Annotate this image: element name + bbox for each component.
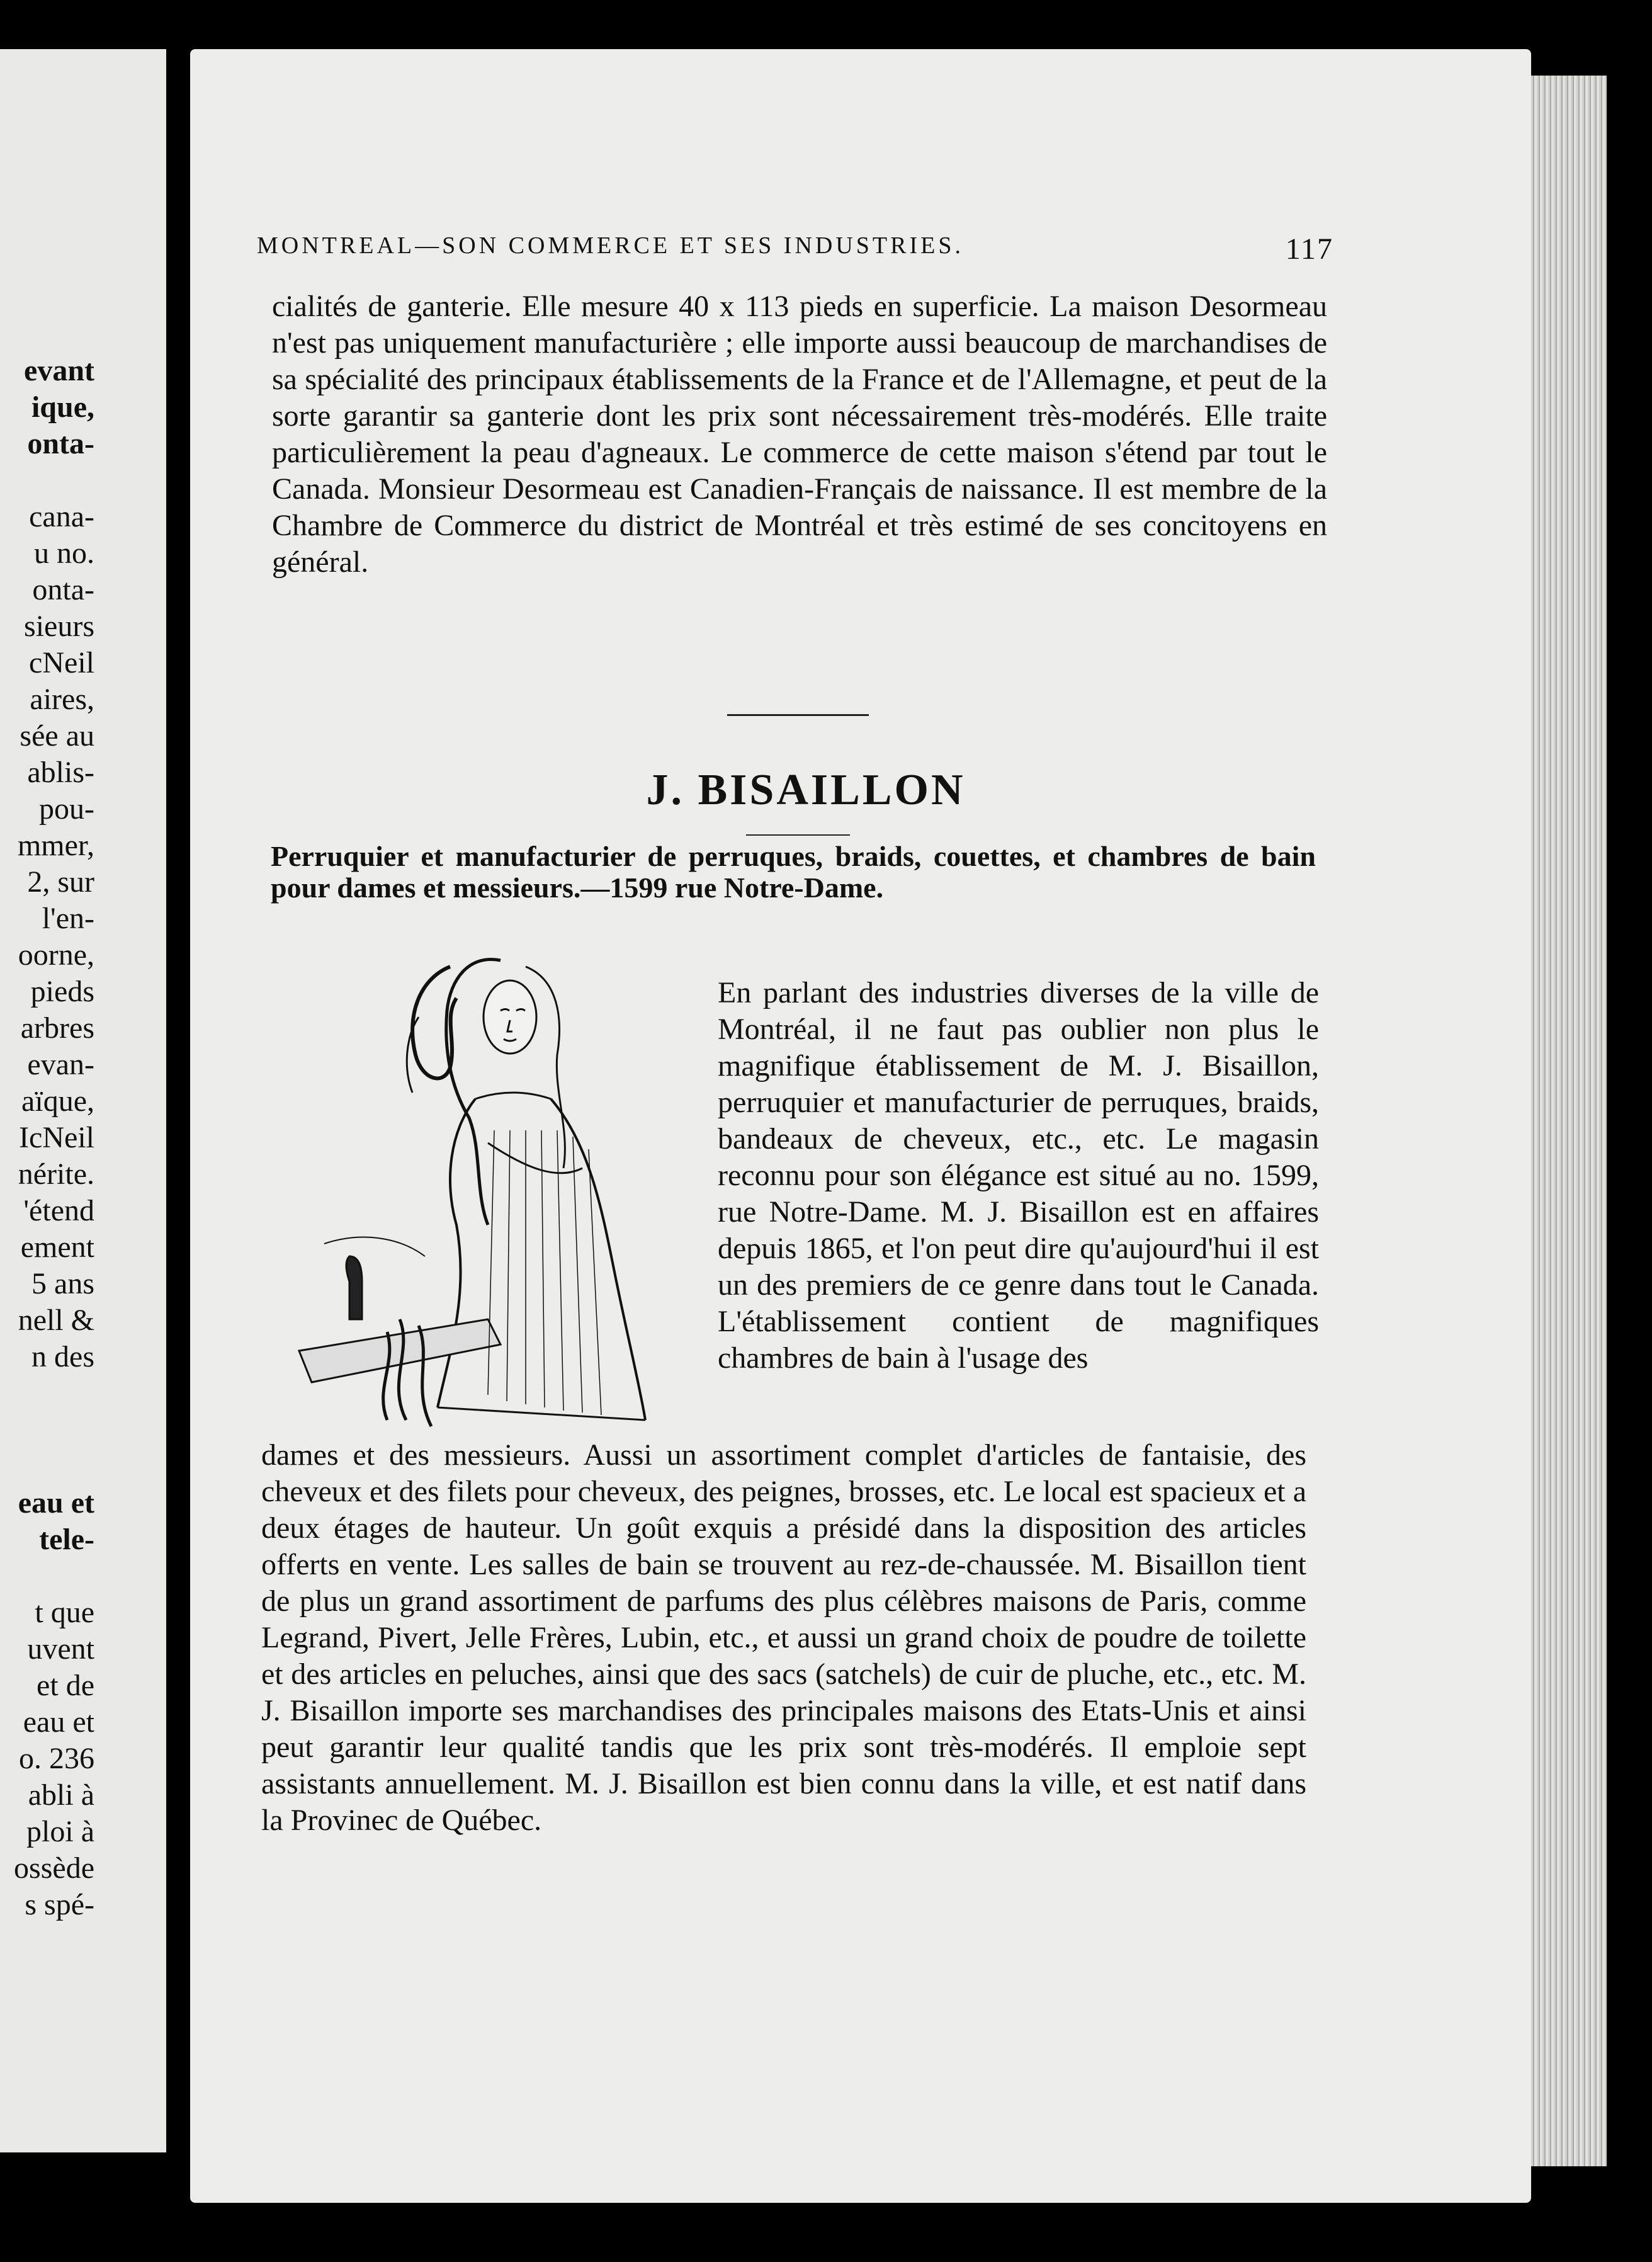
left-page-fragment: 'étend	[23, 1194, 94, 1227]
left-page-fragment: tele-	[39, 1523, 94, 1556]
left-page-fragment: nérite.	[18, 1157, 94, 1191]
left-page-fragment: ploi à	[26, 1815, 94, 1848]
section-divider	[727, 714, 869, 716]
left-page-fragment: eau et	[23, 1705, 94, 1739]
left-page-fragment: abli à	[28, 1778, 94, 1812]
left-page-fragment: nell &	[18, 1304, 94, 1337]
left-page-fragment: 5 ans	[31, 1267, 94, 1300]
left-page-fragment: cana-	[29, 500, 94, 533]
left-page-fragment: uvent	[27, 1632, 94, 1666]
left-page-fragment: et de	[37, 1669, 94, 1702]
paragraph-bisaillon-intro: En parlant des industries diverses de la ville de Montréal, il ne faut pas oublier non plus le magnifique établissement de M. J. Bisaillon, perruquier et manufacturier de perruques, braids, bandeaux de cheveux, etc., etc. Le magasin reconnu pour son élégance est situé au no. 1599, rue Notre-Dame. M. J. Bisaillon est en affaires depuis 1865, et l'on peut dire qu'aujourd'hui il est un des premiers de ce genre dans tout le Canada. L'établissement contient de magnifiques chambres de bain à l'usage des	[718, 976, 1319, 1375]
left-page-fragment: onta-	[32, 573, 94, 606]
left-page-fragment: eau et	[18, 1486, 94, 1520]
left-page-fragment: aires,	[30, 683, 94, 716]
heading-underline	[746, 834, 850, 836]
left-page-fragment: t que	[35, 1596, 94, 1629]
left-page-fragment: n des	[31, 1340, 94, 1373]
page-edges	[1531, 76, 1607, 2166]
left-page-fragment: ique,	[31, 390, 94, 424]
left-page-fragment: o. 236	[19, 1742, 94, 1775]
left-page	[0, 49, 166, 2152]
left-page-fragment: IcNeil	[19, 1121, 94, 1154]
section-heading: J. BISAILLON	[646, 766, 966, 814]
section-subtitle: Perruquier et manufacturier de perruques, braids, couettes, et chambres de bain pour dames et messieurs.—1599 rue Notre-Dame.	[271, 840, 1316, 904]
left-page-fragment: ement	[20, 1230, 94, 1264]
left-page-fragment: evant	[24, 354, 94, 387]
left-page-fragment: aïque,	[21, 1084, 94, 1118]
left-page-fragment: 2, sur	[27, 865, 94, 899]
left-page-fragment: pieds	[30, 975, 94, 1008]
left-page-fragment: arbres	[20, 1011, 94, 1045]
left-page-fragment: oorne,	[18, 938, 94, 972]
left-page-fragment: sée au	[20, 719, 94, 753]
left-page-fragment: ablis-	[27, 756, 94, 789]
engraving-woman-combing-hair	[261, 941, 677, 1445]
paragraph-desormeau: cialités de ganterie. Elle mesure 40 x 113 pieds en superficie. La maison Desormeau n'est pas uniquement manufacturière ; elle importe aussi beaucoup de marchandises de sa spécialité des principaux établissements de la France et de l'Allemagne, et peut de la sorte garantir sa ganterie dont les prix sont nécessairement très-modérés. Elle traite particulièrement la peau d'agneaux. Le commerce de cette maison s'étend par tout le Canada. Monsieur Desormeau est Canadien-Français de naissance. Il est membre de la Chambre de Commerce du district de Montréal et très estimé de ses concitoyens en général.	[272, 290, 1327, 579]
left-page-fragment: cNeil	[29, 646, 94, 679]
left-page-fragment: pou-	[39, 792, 94, 826]
left-page-fragment: l'en-	[42, 902, 94, 935]
left-page-fragment: u no.	[34, 537, 94, 570]
left-page-fragment: onta-	[27, 427, 94, 460]
left-page-fragment: evan-	[27, 1048, 94, 1081]
page-number: 117	[1285, 232, 1333, 266]
paragraph-bisaillon-continued: dames et des messieurs. Aussi un assortiment complet d'articles de fantaisie, des cheveux et des filets pour cheveux, des peignes, brosses, etc. Le local est spacieux et a deux étages de hauteur. Un goût exquis a présidé dans la disposition des articles offerts en vente. Les salles de bain se trouvent au rez-de-chaussée. M. Bisaillon tient de plus un grand assortiment de parfums des plus célèbres maisons de Paris, comme Legrand, Pivert, Jelle Frères, Lubin, etc., et aussi un grand choix de poudre de toilette et des articles en peluches, ainsi que des sacs (satchels) de cuir de pluche, etc., etc. M. J. Bisaillon importe ses marchandises des principales maisons des Etats-Unis et ainsi peut garantir leur qualité tandis que les prix sont très-modérés. Il emploie sept assistants annuellement. M. J. Bisaillon est bien connu dans la ville, et est natif dans la Provinec de Québec.	[261, 1438, 1306, 1837]
left-page-fragment: sieurs	[24, 610, 94, 643]
running-head-title: MONTREAL—SON COMMERCE ET SES INDUSTRIES.	[257, 232, 964, 259]
left-page-fragment: s spé-	[25, 1888, 94, 1921]
book-gutter	[167, 38, 190, 2166]
left-page-fragment: mmer,	[17, 829, 94, 862]
left-page-fragment: ossède	[14, 1851, 94, 1885]
running-head	[257, 232, 1333, 266]
